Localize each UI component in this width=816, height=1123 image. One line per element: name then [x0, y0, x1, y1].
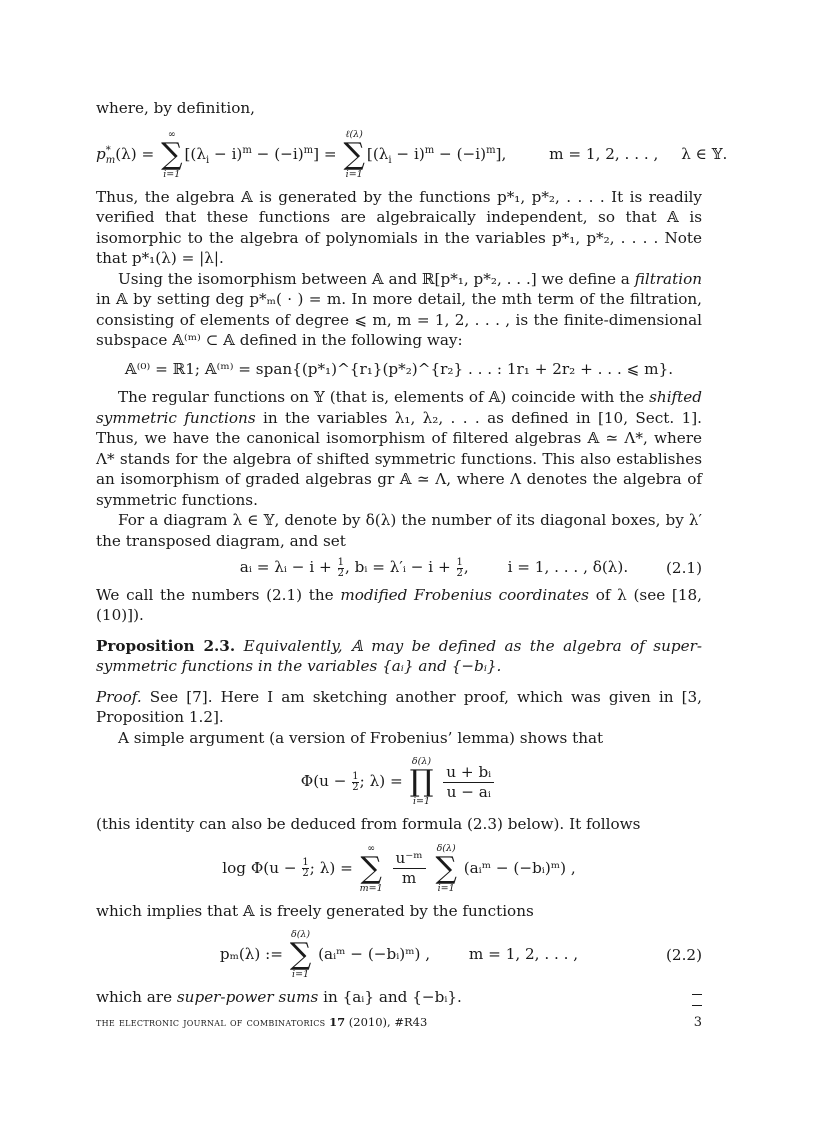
sum-operator-pm: δ(λ) ∑ i=1	[289, 929, 312, 980]
paragraph-shifted-symmetric: The regular functions on 𝕐 (that is, elements of 𝔸) coincide with the shifted symmetric functions in the variables λ₁, λ₂, . . . as defined in [10, Sect. 1]. Thus, we have the canonical isomorphism of filtered algebras 𝔸 ≃ Λ*, where Λ* stands for the algebra of shifted symmetric functions. This also establishes an isomorphism of graded algebras gr 𝔸 ≃ Λ, where Λ denotes the algebra of symmetric functions.	[96, 388, 703, 509]
qed-symbol	[692, 994, 702, 1006]
page-footer	[96, 1015, 702, 1029]
sum-operator-i: δ(λ) ∑ i=1	[435, 842, 457, 894]
paragraph-freely-generated: which implies that 𝔸 is freely generated by the functions	[96, 901, 534, 920]
eq1-sum1: ∞ ∑ i=1	[161, 128, 183, 180]
eq1-term2: $[(\lambda_i - i)^m - (-i)^m]$,	[366, 144, 507, 166]
paragraph-frobenius-coordinates: We call the numbers (2.1) the modified Frobenius coordinates of λ (see [18, (10)]).	[96, 585, 702, 624]
page-number: 3	[693, 1015, 702, 1030]
paragraph-algebra-generated: Thus, the algebra 𝔸 is generated by the functions p*₁, p*₂, . . . . It is readily verified that these functions are algebraically independent, so that 𝔸 is isomorphic to the algebra of polynomials in the variables p*₁, p*₂, . . . . Note that p*₁(λ) = |λ|.	[96, 187, 702, 267]
equation-filtration-subspace: 𝔸⁽⁰⁾ = ℝ1; 𝔸⁽ᵐ⁾ = span{(p*₁)^{r₁}(p*₂)^{r₂} . . . : 1r₁ + 2r₂ + . . . ⩽ m}.	[124, 359, 674, 378]
paragraph-super-power-sums: which are super-power sums in {aᵢ} and {−bᵢ}.	[96, 987, 702, 1008]
equation-number-2-2: (2.2)	[665, 945, 702, 964]
proposition-2-3: Proposition 2.3. Equivalently, 𝔸 may be defined as the algebra of super-symmetric functions in the variables {aᵢ} and {−bᵢ}.	[96, 636, 702, 675]
sum-operator-m: ∞ ∑ m=1	[359, 842, 383, 894]
journal-issue: (2010), #R43	[345, 1015, 428, 1029]
paragraph-frobenius-lemma: A simple argument (a version of Frobenius’ lemma) shows that	[118, 728, 604, 747]
paragraph-filtration: Using the isomorphism between 𝔸 and ℝ[p*₁, p*₂, . . .] we define a filtration in 𝔸 by setting deg p*ₘ( · ) = m. In more detail, the mth term of the filtration, consisting of elements of degree ⩽ m, m = 1, 2, . . . , is the finite-dimensional subspace 𝔸⁽ᵐ⁾ ⊂ 𝔸 defined in the following way:	[96, 269, 702, 349]
eq1-lhs: $p^*_m$	[96, 144, 116, 166]
paragraph-diagram: For a diagram λ ∈ 𝕐, denote by δ(λ) the number of its diagonal boxes, by λ′ the transposed diagram, and set	[96, 511, 702, 550]
product-operator: δ(λ) ∏ i=1	[409, 756, 434, 807]
eq1-cond-m: m = 1, 2, . . . ,	[549, 144, 659, 163]
equation-number-2-1: (2.1)	[665, 558, 702, 577]
half-fraction: $\frac{1}{2}$	[337, 556, 344, 579]
equation-2-1: aᵢ = λᵢ − i + $\frac{1}{2}$ , bᵢ = λ′ᵢ − i + $\frac{1}{2}$ , i = 1, . . . , δ(λ). (2.1)	[239, 556, 702, 579]
paragraph-identity-note: (this identity can also be deduced from formula (2.3) below). It follows	[96, 815, 641, 833]
equation-2-2: pₘ(λ) := δ(λ) ∑ i=1 (aᵢᵐ − (−bᵢ)ᵐ) , m = 1, 2, . . . , (2.2)	[219, 929, 702, 980]
paper-body	[96, 98, 728, 1008]
eq1-lhs-arg: (λ) =	[115, 144, 155, 163]
equation-log-phi: log Φ(u − $\frac{1}{2}$ ; λ) = ∞ ∑ m=1 $\frac{\text{u⁻ᵐ}}{m}$ δ(λ) ∑ i=1 (aᵢᵐ − (−bᵢ)ᵐ) ,	[222, 842, 576, 894]
journal-volume: 17	[329, 1015, 346, 1029]
paragraph-intro: where, by definition,	[96, 99, 255, 117]
eq1-term1: $[(\lambda_i - i)^m - (-i)^m]$ =	[184, 144, 337, 166]
proof-paragraph: Proof. See [7]. Here I am sketching another proof, which was given in [3, Proposition 1.2].	[96, 687, 702, 726]
eq5-fraction: $\frac{\text{u⁻ᵐ}}{m}$	[393, 849, 426, 888]
eq4-fraction: $\frac{\text{u + bᵢ}}{\text{u − aᵢ}}$	[443, 763, 494, 802]
eq1-sum2: ℓ(λ) ∑ i=1	[343, 128, 365, 180]
eq1-cond-lambda: λ ∈ 𝕐.	[681, 144, 728, 163]
half-fraction: $\frac{1}{2}$	[456, 556, 463, 579]
journal-name: the electronic journal of combinatorics	[96, 1015, 326, 1029]
equation-phi-product: Φ(u − $\frac{1}{2}$ ; λ) = δ(λ) ∏ i=1 $\frac{\text{u + bᵢ}}{\text{u − aᵢ}}$	[96, 756, 702, 808]
equation-p-star-definition	[96, 128, 728, 181]
